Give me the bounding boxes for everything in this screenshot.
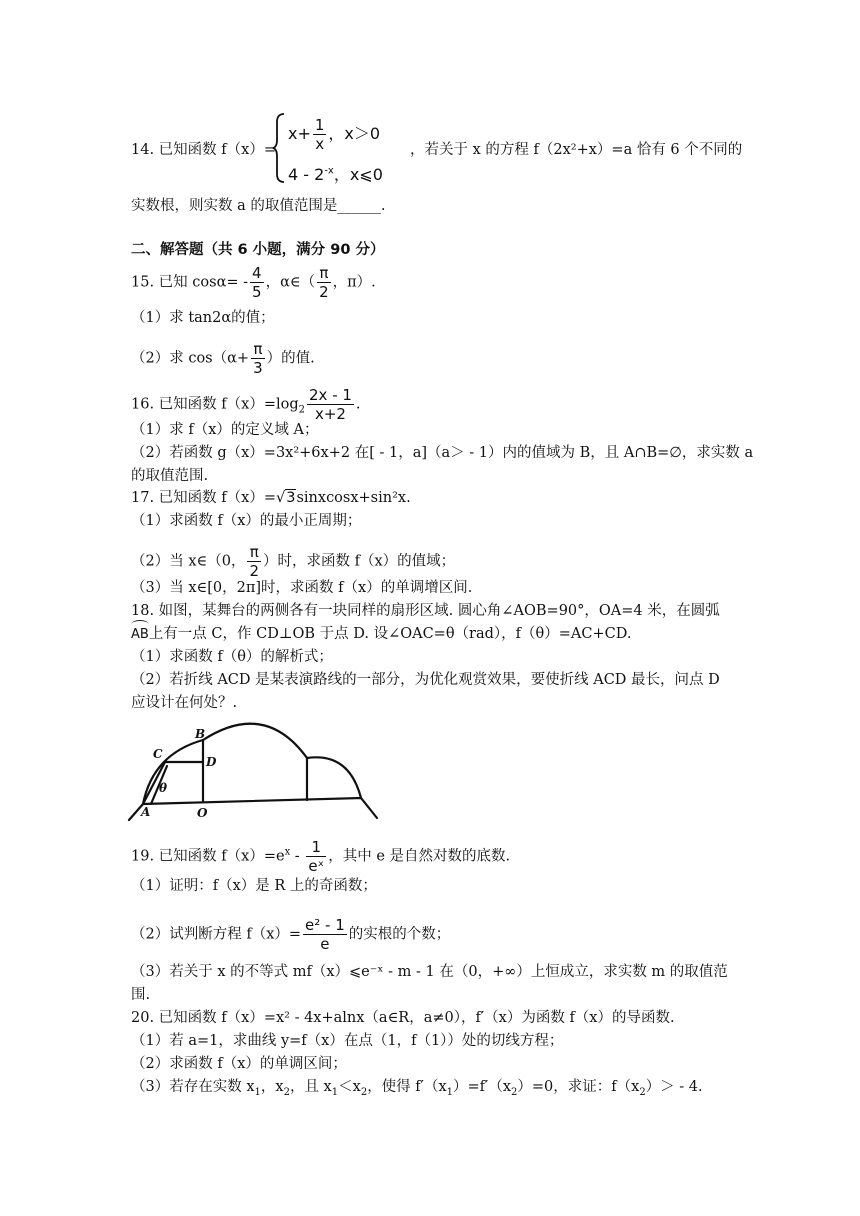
q19-exp: x — [284, 846, 291, 858]
fig-label-d: D — [206, 755, 217, 769]
q15-part2-frac-den: 3 — [253, 359, 263, 377]
q17-part2-frac-den: 2 — [249, 562, 260, 580]
q15-part2-frac-num: π — [251, 340, 265, 359]
q15-stem-c: ，π）. — [332, 274, 376, 291]
q17-stem-b: sinxcosx+sin²x. — [296, 490, 411, 506]
fig-label-c: C — [153, 747, 163, 761]
q19-stem-b: - — [290, 848, 305, 865]
fig-label-b: B — [195, 727, 206, 741]
q15-stem-a: 15. 已知 cosα= - — [131, 274, 249, 291]
section-header: 二、解答题（共 6 小题，满分 90 分） — [131, 242, 385, 258]
q20-part3-g: ）=0，求证：f（x — [517, 1079, 640, 1095]
q16-part2-cont: 的取值范围. — [131, 468, 209, 484]
q14-suffix-line — [410, 140, 742, 160]
q20-part3 — [131, 1077, 703, 1097]
q14-prefix: 14. 已知函数 f（x）= — [131, 142, 276, 158]
q19-part3: （3）若关于 x 的不等式 mf（x）⩽e⁻ˣ - m - 1 在（0，+∞）上恒成立，求实数 m 的取值范 — [131, 964, 728, 980]
q14-piece2-cond: ，x⩽0 — [333, 165, 383, 184]
q19-part2-frac-num: e² - 1 — [305, 916, 345, 934]
q14-line2-text: 实数根，则实数 a 的取值范围是______. — [131, 198, 386, 214]
q15-part1: （1）求 tan2α的值； — [131, 310, 275, 326]
q15-frac — [250, 264, 264, 301]
q19-part1: （1）证明：f（x）是 R 上的奇函数； — [131, 878, 377, 894]
q20-part1: （1）若 a=1，求曲线 y=f（x）在点（1，f（1））处的切线方程； — [131, 1033, 564, 1049]
q19-part2-frac-den: e — [320, 935, 330, 953]
q19-part2 — [131, 916, 450, 953]
q16-log-base: 2 — [298, 404, 305, 416]
q16-stem — [131, 386, 361, 423]
q14-piece1-frac — [313, 116, 327, 153]
q19-part2-frac — [303, 916, 347, 953]
q20-sub-2: 2 — [283, 1086, 290, 1098]
q20-part3-f: ）=f′（x — [453, 1079, 512, 1095]
fig-ground-line — [129, 798, 377, 820]
fig-label-o: O — [197, 806, 208, 820]
q18-figure — [125, 718, 385, 822]
q15-frac2-den: 2 — [319, 283, 329, 301]
q14-line1 — [131, 140, 276, 160]
q17-part2-a: （2）当 x∈（0， — [131, 553, 246, 570]
q17-part2-frac — [247, 543, 261, 580]
q19-part2-b: 的实根的个数； — [348, 926, 451, 943]
q14-piece1-cond: ，x＞0 — [328, 124, 381, 143]
q19-stem — [131, 838, 510, 875]
q15-stem-b: ，α∈（ — [265, 274, 316, 291]
q18-part2-cont: 应设计在何处？. — [131, 695, 238, 711]
q16-frac-num: 2x - 1 — [309, 386, 352, 404]
q16-frac-den: x+2 — [314, 405, 346, 423]
fig-big-arc — [203, 724, 307, 758]
q15-part2 — [131, 340, 315, 377]
q18-part2: （2）若折线 ACD 是某表演路线的一部分，为优化观赏效果，要使折线 ACD 最长，问点 D — [131, 672, 720, 688]
q20-sub-5: 1 — [446, 1086, 454, 1098]
q19-frac-num: 1 — [306, 838, 326, 857]
q19-stem-c: ，其中 e 是自然对数的底数. — [328, 848, 511, 865]
q17-part1: （1）求函数 f（x）的最小正周期； — [131, 513, 362, 529]
q19-frac-den: eˣ — [308, 857, 325, 875]
q20-part3-c: ，且 x — [289, 1079, 332, 1095]
q14-brace — [272, 112, 286, 184]
q14-piece1-expr: x+ — [288, 124, 311, 143]
q16-part2: （2）若函数 g（x）=3x²+6x+2 在[ - 1，a]（a＞ - 1）内的值域为 B，且 A∩B=∅，求实数 a — [131, 445, 754, 461]
q14-piece1-frac-num: 1 — [314, 116, 325, 134]
q17-part3: （3）当 x∈[0，2π]时，求函数 f（x）的单调增区间. — [131, 580, 473, 596]
q17-stem-a: 17. 已知函数 f（x）= — [131, 490, 276, 506]
q14-piece2 — [288, 162, 383, 185]
q14-line2 — [131, 196, 385, 216]
q17-part2 — [131, 543, 455, 580]
q15-stem — [131, 264, 376, 301]
q18-arc-ab: AB — [131, 625, 149, 645]
fig-label-a: A — [141, 805, 151, 819]
q15-frac2 — [317, 264, 331, 301]
q15-part2-a: （2）求 cos（α+ — [131, 350, 250, 367]
q20-part3-b: ，x — [260, 1079, 284, 1095]
fig-label-theta: θ — [159, 781, 168, 795]
q20-part3-h: ）＞ - 4. — [645, 1079, 703, 1095]
q14-piece2-exp: -x — [324, 165, 334, 177]
q15-frac-den: 5 — [252, 283, 262, 301]
fig-left-arc — [143, 740, 203, 804]
q18-stem-line2 — [131, 624, 631, 645]
q17-sqrt: √3 — [275, 490, 296, 506]
q16-frac — [307, 386, 354, 423]
q15-frac2-num: π — [317, 264, 331, 283]
q20-sub-6: 2 — [511, 1086, 518, 1098]
q19-stem-a: 19. 已知函数 f（x）=e — [131, 848, 285, 865]
q15-part2-frac — [251, 340, 265, 377]
q17-part2-frac-num: π — [247, 543, 261, 562]
q20-part3-e: ，使得 f′（x — [367, 1079, 447, 1095]
q18-stem-line2-text: 上有一点 C，作 CD⊥OB 于点 D. 设∠OAC=θ（rad），f（θ）=AC+CD. — [148, 626, 632, 642]
q17-part2-b: ）时，求函数 f（x）的值域； — [263, 553, 456, 570]
q20-stem: 20. 已知函数 f（x）=x² - 4x+alnx（a∈R，a≠0），f′（x）为函数 f（x）的导函数. — [131, 1010, 675, 1026]
q19-part2-a: （2）试判断方程 f（x）= — [131, 926, 302, 943]
q14-piece2-expr: 4 - 2 — [288, 165, 325, 184]
q20-sub-4: 2 — [360, 1086, 368, 1098]
q16-stem-b: . — [355, 396, 361, 413]
q16-stem-a: 16. 已知函数 f（x）=log — [131, 396, 299, 413]
q20-part3-a: （3）若存在实数 x — [131, 1079, 255, 1095]
q14-suffix: ，若关于 x 的方程 f（2x²+x）=a 恰有 6 个不同的 — [410, 142, 743, 158]
q18-stem: 18. 如图，某舞台的两侧各有一块同样的扇形区域. 圆心角∠AOB=90°，OA=4 米，在圆弧 — [131, 603, 720, 619]
q15-frac-num: 4 — [252, 264, 262, 282]
q20-sub-7: 2 — [639, 1086, 646, 1098]
q16-part1: （1）求 f（x）的定义域 A； — [131, 422, 319, 438]
q15-part2-b: ）的值. — [266, 350, 315, 367]
q18-part1: （1）求函数 f（θ）的解析式； — [131, 649, 333, 665]
q20-sub-3: 1 — [331, 1086, 339, 1098]
q14-piece1 — [288, 116, 380, 153]
q20-part2: （2）求函数 f（x）的单调区间； — [131, 1056, 347, 1072]
q20-sub-1: 1 — [254, 1086, 261, 1098]
q19-frac — [306, 838, 326, 875]
q19-part3-cont: 围. — [131, 987, 151, 1003]
q17-stem — [131, 488, 411, 508]
fig-right-arc — [307, 757, 361, 798]
q20-part3-d: ＜x — [338, 1079, 361, 1095]
q14-piece1-frac-den: x — [315, 135, 325, 153]
q17-sqrt-radicand: 3 — [286, 490, 296, 506]
